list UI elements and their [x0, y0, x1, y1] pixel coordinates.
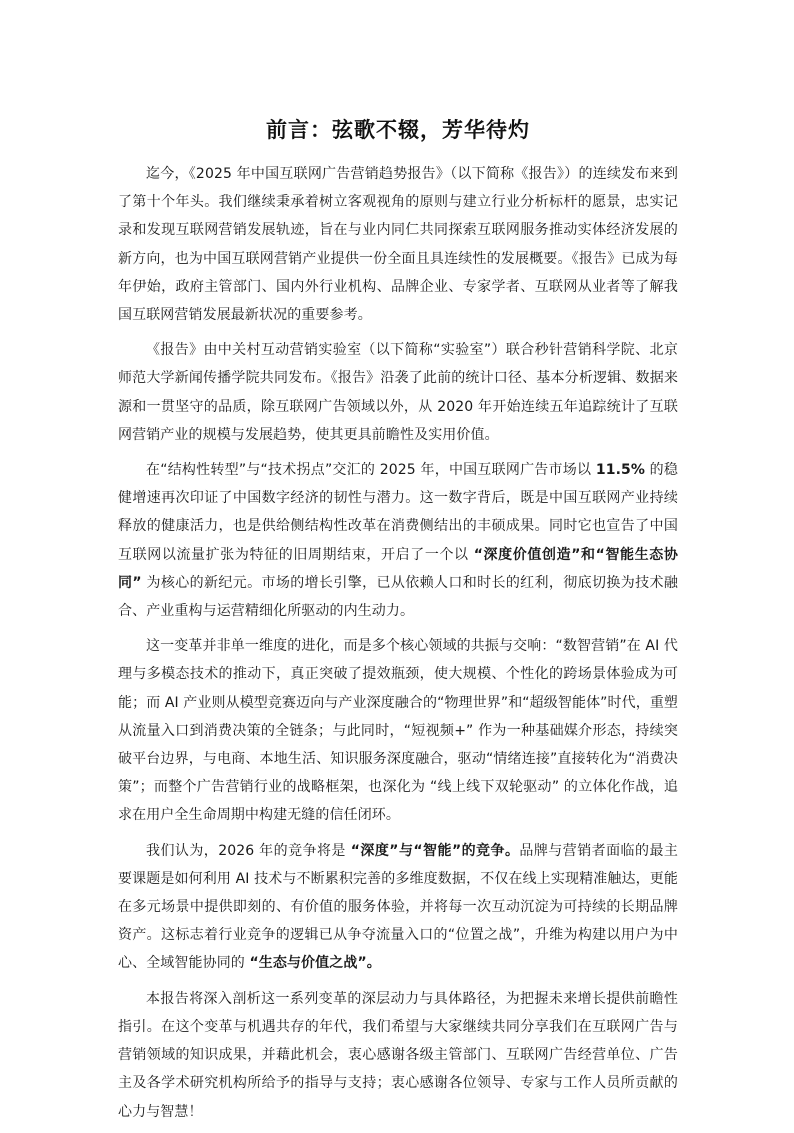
- paragraph-text: 《报告》由中关村互动营销实验室（以下简称“实验室”）联合秒针营销科学院、北京师范大学新闻传播学院共同发布。《报告》沿袭了此前的统计口径、基本分析逻辑、数据来源和一贯坚守的品质，除互联网广告领域以外，从 2020 年开始连续五年追踪统计了互联网营销产业的规模与发展趋势，使其更具前瞻性及实用价值。: [118, 342, 678, 443]
- page-title: 前言：弦歌不辍，芳华待灼: [266, 118, 530, 143]
- paragraph-text: 这一变革并非单一维度的进化，而是多个核心领域的共振与交响：“数智营销”在 AI 代理与多模态技术的推动下，真正突破了提效瓶颈，使大规模、个性化的跨场景体验成为可能；而 AI 产业则从模型竞赛迈向与产业深度融合的“物理世界”和“超级智能体”时代，重塑从流量入口到消费决策的全链条；与此同时，“短视频+” 作为一种基础媒介形态，持续突破平台边界，与电商、本地生活、知识服务深度融合，驱动“情绪连接”直接转化为“消费决策”；而整个广告营销行业的战略框架，也深化为 “线上线下双轮驱动” 的立体化作战，追求在用户全生命周期中构建无缝的信任闭环。: [118, 638, 679, 824]
- paragraph-publishers: [118, 336, 678, 449]
- paragraph-text: 本报告将深入剖析这一系列变革的深层动力与具体路径，为把握未来增长提供前瞻性指引。在这个变革与机遇共存的年代，我们希望与大家继续共同分享我们在互联网广告与营销领域的知识成果，并藉此机会，衷心感谢各级主管部门、互联网广告经营单位、广告主及各学术研究机构所给予的指导与支持；衷心感谢各位领导、专家与工作人员所贡献的心力与智慧！: [118, 990, 678, 1120]
- paragraph-transformation: [118, 632, 678, 829]
- growth-rate-highlight: 11.5%: [595, 462, 645, 479]
- paragraph-market-growth: [118, 456, 678, 625]
- ecosystem-highlight: “生态与价值之战”。: [249, 955, 381, 972]
- paragraph-text: 在“结构性转型”与“技术拐点”交汇的 2025 年，中国互联网广告市场以: [146, 462, 596, 479]
- core-theme-highlight: “深度价值创造”和“智能生态协同”: [118, 546, 678, 591]
- paragraph-competition: [118, 837, 678, 978]
- preface-body: [118, 160, 678, 1133]
- paragraph-text: 为核心的新纪元。市场的增长引擎，已从依赖人口和时长的红利，彻底切换为技术融合、产业重构与运营精细化所驱动的内生动力。: [118, 574, 679, 620]
- paragraph-text: 迄今，《2025 年中国互联网广告营销趋势报告》（以下简称《报告》）的连续发布来到了第十个年头。我们继续秉承着树立客观视角的原则与建立行业分析标杆的愿景，忠实记录和发现互联网营销发展轨迹，旨在与业内同仁共同探索互联网服务推动实体经济发展的新方向，也为中国互联网营销产业提供一份全面且具连续性的发展概要。《报告》已成为每年伊始，政府主管部门、国内外行业机构、品牌企业、专家学者、互联网从业者等了解我国互联网营销发展最新状况的重要参考。: [118, 166, 678, 324]
- paragraph-acknowledgement: [118, 985, 678, 1126]
- document-page: [118, 0, 678, 1123]
- paragraph-text: 我们认为，2026 年的竞争将是: [146, 842, 351, 859]
- paragraph-intro: [118, 160, 678, 329]
- paragraph-text: 的稳健增速再次印证了中国数字经济的韧性与潜力。这一数字背后，既是中国互联网产业持续释放的健康活力，也是供给侧结构性改革在消费侧结出的丰硕成果。同时它也宣告了中国互联网以流量扩张为特征的旧周期结束，开启了一个以: [118, 462, 678, 563]
- competition-highlight: “深度”与“智能”的竞争。: [350, 842, 520, 859]
- paragraph-text: 品牌与营销者面临的最主要课题是如何利用 AI 技术与不断累积完善的多维度数据，不仅在线上实现精准触达，更能在多元场景中提供即刻的、有价值的服务体验，并将每一次互动沉淀为可持续的长期品牌资产。这标志着行业竞争的逻辑已从争夺流量入口的“位置之战”，升维为构建以用户为中心、全域智能协同的: [118, 842, 678, 972]
